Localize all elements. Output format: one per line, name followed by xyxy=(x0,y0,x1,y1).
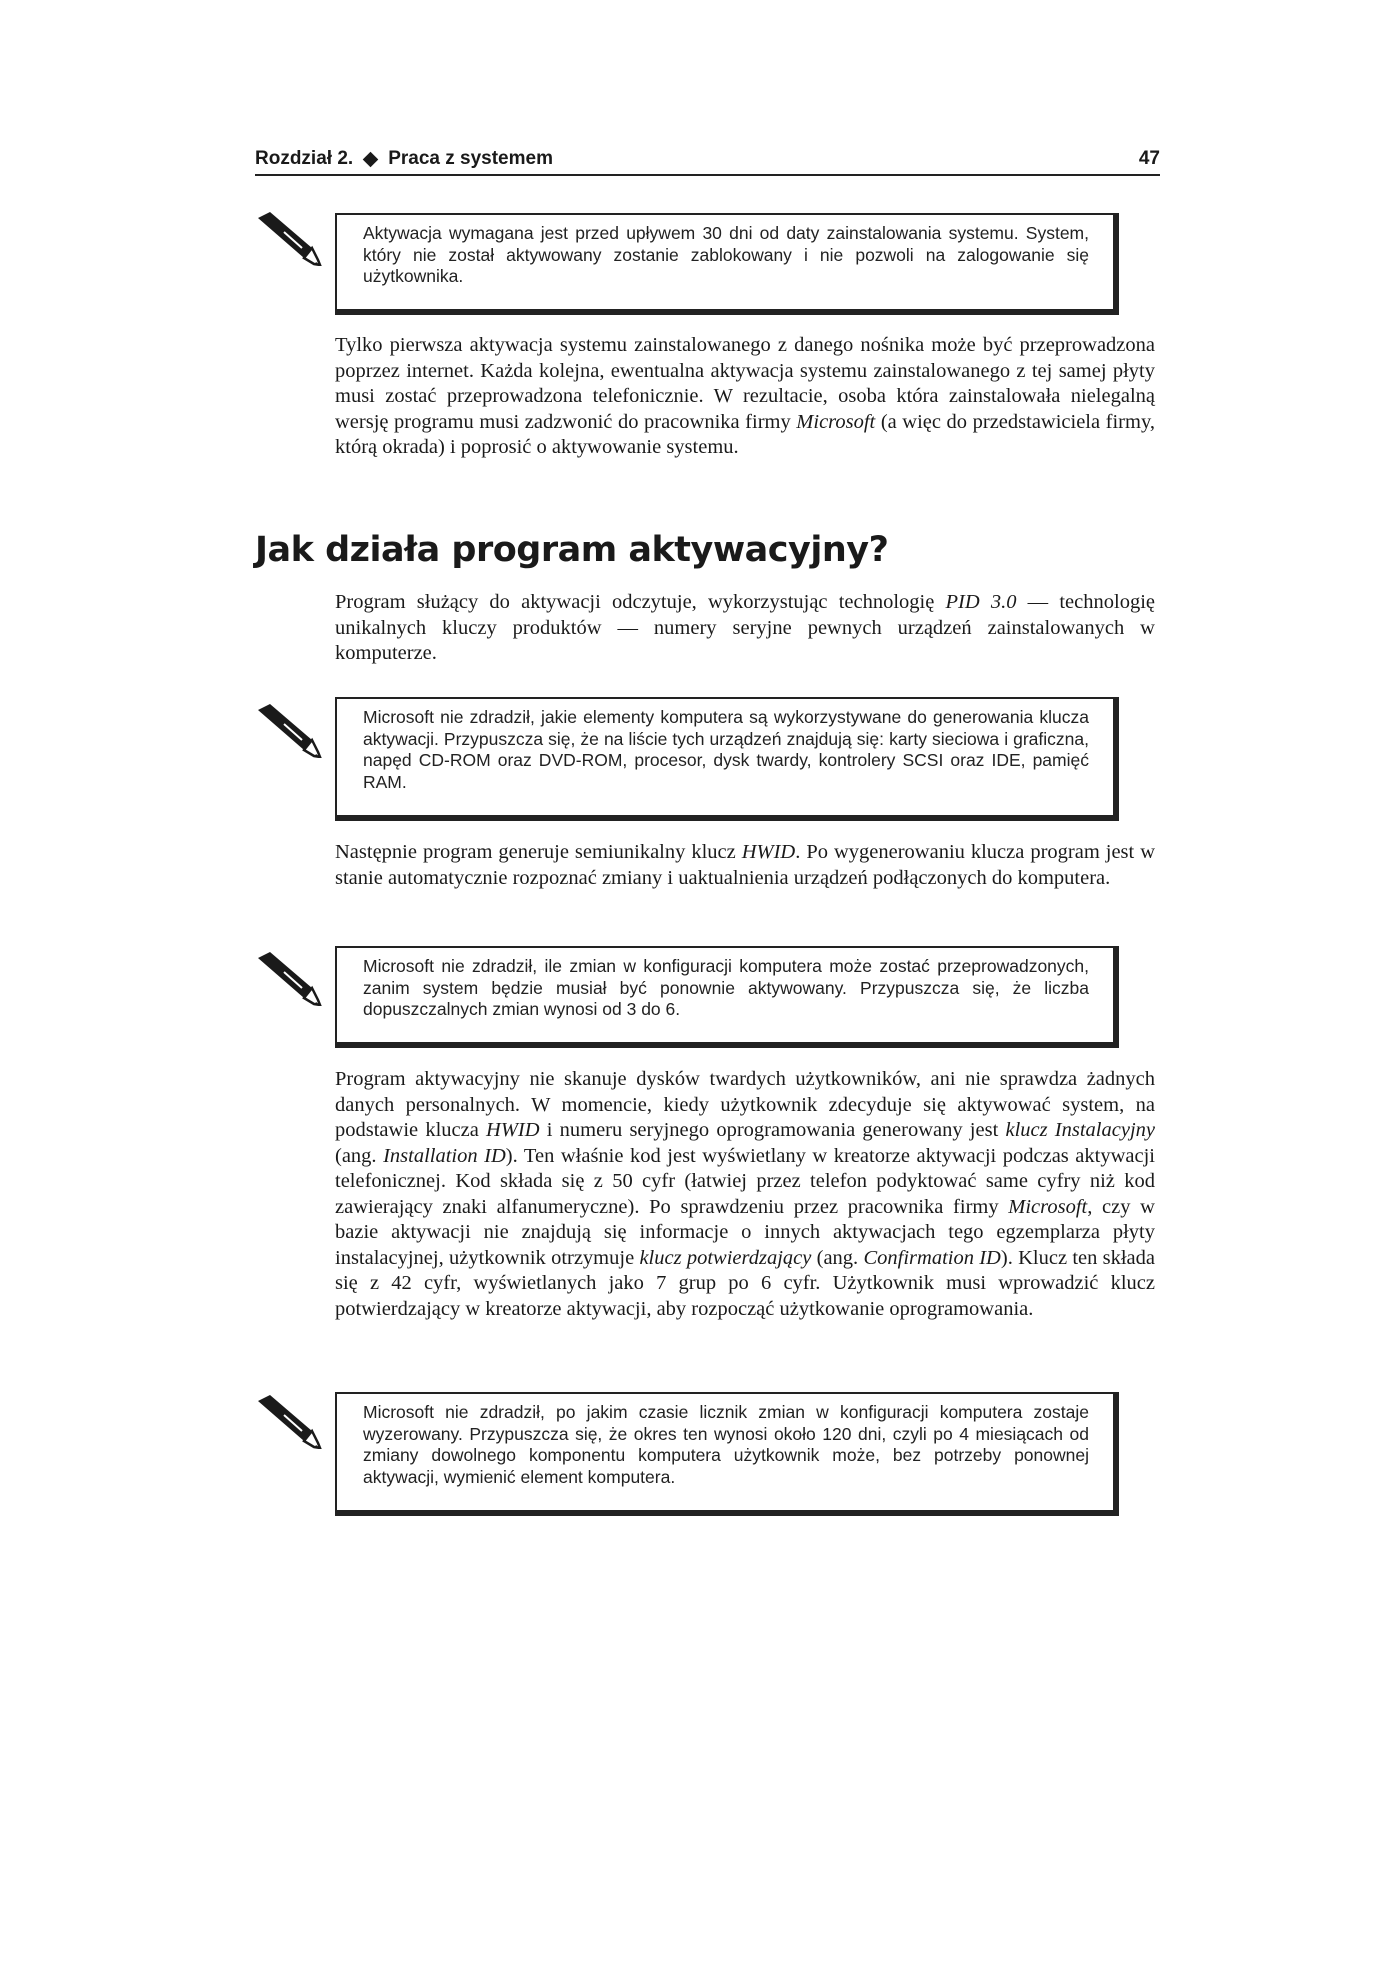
note-box-4: Microsoft nie zdradził, po jakim czasie licznik zmian w konfiguracji komputera zostaje wyzerowany. Przypuszcza się, że okres ten wynosi około 120 dni, czyli po 4 miesiącach od zmiany dowolnego komponentu komputera użytkownik może, bez potrzeby ponownej aktywacji, wymienić element komputera. xyxy=(335,1392,1115,1512)
section-title: Praca z systemem xyxy=(388,148,553,169)
paragraph-3: Następnie program generuje semiunikalny klucz HWID. Po wygenerowaniu klucza program jest w stanie automatycznie rozpoznać zmiany i uaktualnienia urządzeń podłączonych do komputera. xyxy=(335,841,1155,889)
section-heading: Jak działa program aktywacyjny? xyxy=(255,530,889,570)
pencil-note-icon xyxy=(254,1393,324,1449)
note-box-1: Aktywacja wymagana jest przed upływem 30 dni od daty zainstalowania systemu. System, który nie został aktywowany zostanie zablokowany i nie pozwoli na zalogowanie się użytkownika. xyxy=(335,213,1115,311)
pencil-note-icon xyxy=(254,210,324,266)
diamond-separator-icon xyxy=(363,151,379,167)
note-box-2: Microsoft nie zdradził, jakie elementy komputera są wykorzystywane do generowania klucza aktywacji. Przypuszcza się, że na liście tych urządzeń znajdują się: karty sieciowa i graficzna, napęd CD-ROM oraz DVD-ROM, procesor, dysk twardy, kontrolery SCSI oraz IDE, pamięć RAM. xyxy=(335,697,1115,817)
paragraph-2: Program służący do aktywacji odczytuje, wykorzystując technologię PID 3.0 — technologię unikalnych kluczy produktów — numery seryjne pewnych urządzeń zainstalowanych w komputerze. xyxy=(335,591,1155,664)
pencil-note-icon xyxy=(254,702,324,758)
running-header xyxy=(255,148,1160,176)
chapter-label: Rozdział 2. xyxy=(255,148,354,169)
header-left xyxy=(255,148,553,170)
page-number: 47 xyxy=(1138,148,1160,169)
paragraph-1: Tylko pierwsza aktywacja systemu zainstalowanego z danego nośnika może być przeprowadzona poprzez internet. Każda kolejna, ewentualna aktywacja systemu zainstalowanego z tej samej płyty musi zostać przeprowadzona telefonicznie. W rezultacie, osoba która zainstalowała nielegalną wersję programu musi zadzwonić do pracownika firmy Microsoft (a więc do przedstawiciela firmy, którą okrada) i poprosić o aktywowanie systemu. xyxy=(335,334,1155,458)
note-box-3: Microsoft nie zdradził, ile zmian w konfiguracji komputera może zostać przeprowadzonych, zanim system będzie musiał być ponownie aktywowany. Przypuszcza się, że liczba dopuszczalnych zmian wynosi od 3 do 6. xyxy=(335,946,1115,1044)
pencil-note-icon xyxy=(254,950,324,1006)
paragraph-4: Program aktywacyjny nie skanuje dysków twardych użytkowników, ani nie sprawdza żadnych danych personalnych. W momencie, kiedy użytkownik zdecyduje się aktywować system, na podstawie klucza HWID i numeru seryjnego oprogramowania generowany jest klucz Instalacyjny (ang. Installation ID). Ten właśnie kod jest wyświetlany w kreatorze aktywacji podczas aktywacji telefonicznej. Kod składa się z 50 cyfr (łatwiej przez telefon podyktować same cyfry niż kod zawierający znaki alfanumeryczne). Po sprawdzeniu przez pracownika firmy Microsoft, czy w bazie aktywacji nie znajdują się informacje o innych aktywacjach tego egzemplarza płyty instalacyjnej, użytkownik otrzymuje klucz potwierdzający (ang. Confirmation ID). Klucz ten składa się z 42 cyfr, wyświetlanych jako 7 grup po 6 cyfr. Użytkownik musi wprowadzić klucz potwierdzający w kreatorze aktywacji, aby rozpocząć użytkowanie oprogramowania. xyxy=(335,1068,1156,1320)
